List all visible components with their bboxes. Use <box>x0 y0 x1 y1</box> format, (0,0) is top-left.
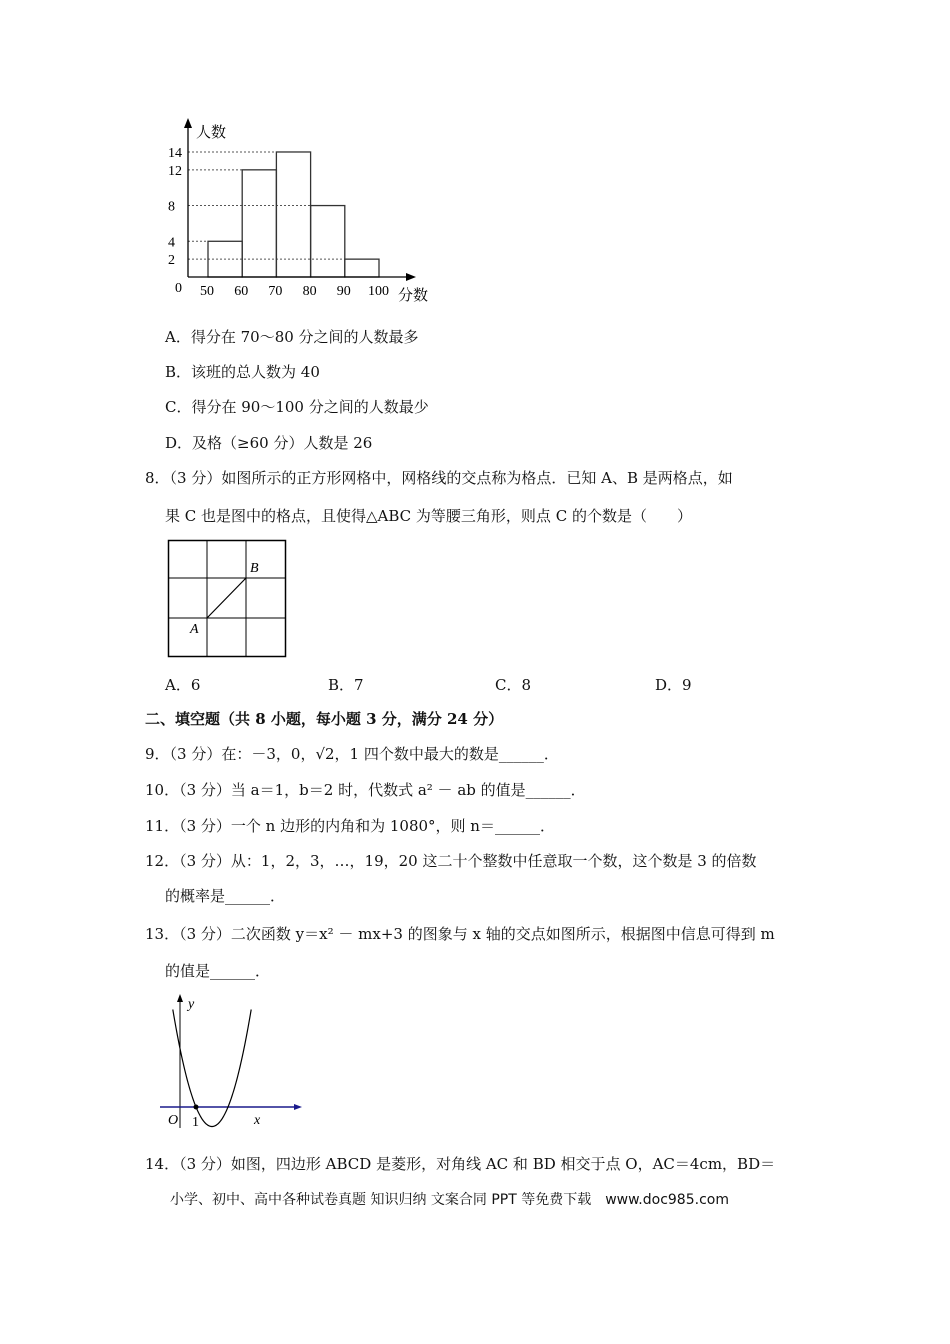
q8-option-d: D．9 <box>655 676 692 694</box>
q8-option-c: C．8 <box>495 676 532 694</box>
q8-line-2: 果 C 也是图中的格点，且使得△ABC 为等腰三角形，则点 C 的个数是（ ） <box>165 507 692 525</box>
q8-line-1: 8．（3 分）如图所示的正方形网格中，网格线的交点称为格点．已知 A、B 是两格点，如 <box>145 469 733 487</box>
q7-option-b: B．该班的总人数为 40 <box>165 363 320 381</box>
q13-line-2: 的值是______． <box>165 962 271 980</box>
point-label-b: B <box>250 561 259 576</box>
q8-option-b: B．7 <box>328 676 364 694</box>
q7-option-a: A．得分在 70～80 分之间的人数最多 <box>165 328 419 346</box>
x-tick-label: 90 <box>336 284 351 299</box>
x-axis-label: 分数 <box>398 288 429 304</box>
q12-line-2: 的概率是______． <box>165 887 286 905</box>
x-tick-label: 50 <box>200 284 214 299</box>
x-tick-label: 100 <box>368 284 389 299</box>
root-point <box>194 1105 199 1110</box>
section-heading: 二、填空题（共 8 小题，每小题 3 分，满分 24 分） <box>145 710 504 728</box>
y-tick-label: 12 <box>168 163 182 179</box>
q13-line-1: 13．（3 分）二次函数 y＝x² － mx+3 的图象与 x 轴的交点如图所示，根据图中信息可得到 m <box>145 925 775 943</box>
q12-line-1: 12．（3 分）从：1，2，3，…，19，20 这二十个整数中任意取一个数，这个数是 3 的倍数 <box>145 852 757 870</box>
q14: 14．（3 分）如图，四边形 ABCD 是菱形，对角线 AC 和 BD 相交于点 O，AC＝4cm，BD＝ <box>145 1155 776 1173</box>
q7-option-c: C．得分在 90～100 分之间的人数最少 <box>165 398 429 416</box>
y-tick-label: 2 <box>168 253 175 269</box>
footer-text: 小学、初中、高中各种试卷真题 知识归纳 文案合同 PPT 等免费下载 www.doc985.com <box>170 1192 729 1208</box>
parabola-curve <box>173 1010 251 1127</box>
q10: 10．（3 分）当 a＝1，b＝2 时，代数式 a² － ab 的值是______． <box>145 781 586 799</box>
q9: 9．（3 分）在：－3，0，√2，1 四个数中最大的数是______． <box>145 745 559 763</box>
origin-label: 0 <box>175 281 182 296</box>
y-tick-label: 8 <box>168 199 175 215</box>
y-label: y <box>188 997 195 1012</box>
x-label: x <box>254 1113 261 1128</box>
root-label: 1 <box>192 1115 199 1130</box>
y-tick-label: 4 <box>168 235 175 251</box>
point-label-a: A <box>190 622 199 637</box>
q11: 11．（3 分）一个 n 边形的内角和为 1080°，则 n＝______． <box>145 817 555 835</box>
origin-label: O <box>168 1113 179 1128</box>
x-tick-label: 80 <box>302 284 317 299</box>
y-tick-label: 14 <box>168 145 182 161</box>
q7-option-d: D．及格（≥60 分）人数是 26 <box>165 434 373 452</box>
x-tick-label: 70 <box>268 284 283 299</box>
y-axis-label: 人数 <box>196 125 227 141</box>
x-tick-label: 60 <box>234 284 249 299</box>
q8-option-a: A．6 <box>165 676 201 694</box>
